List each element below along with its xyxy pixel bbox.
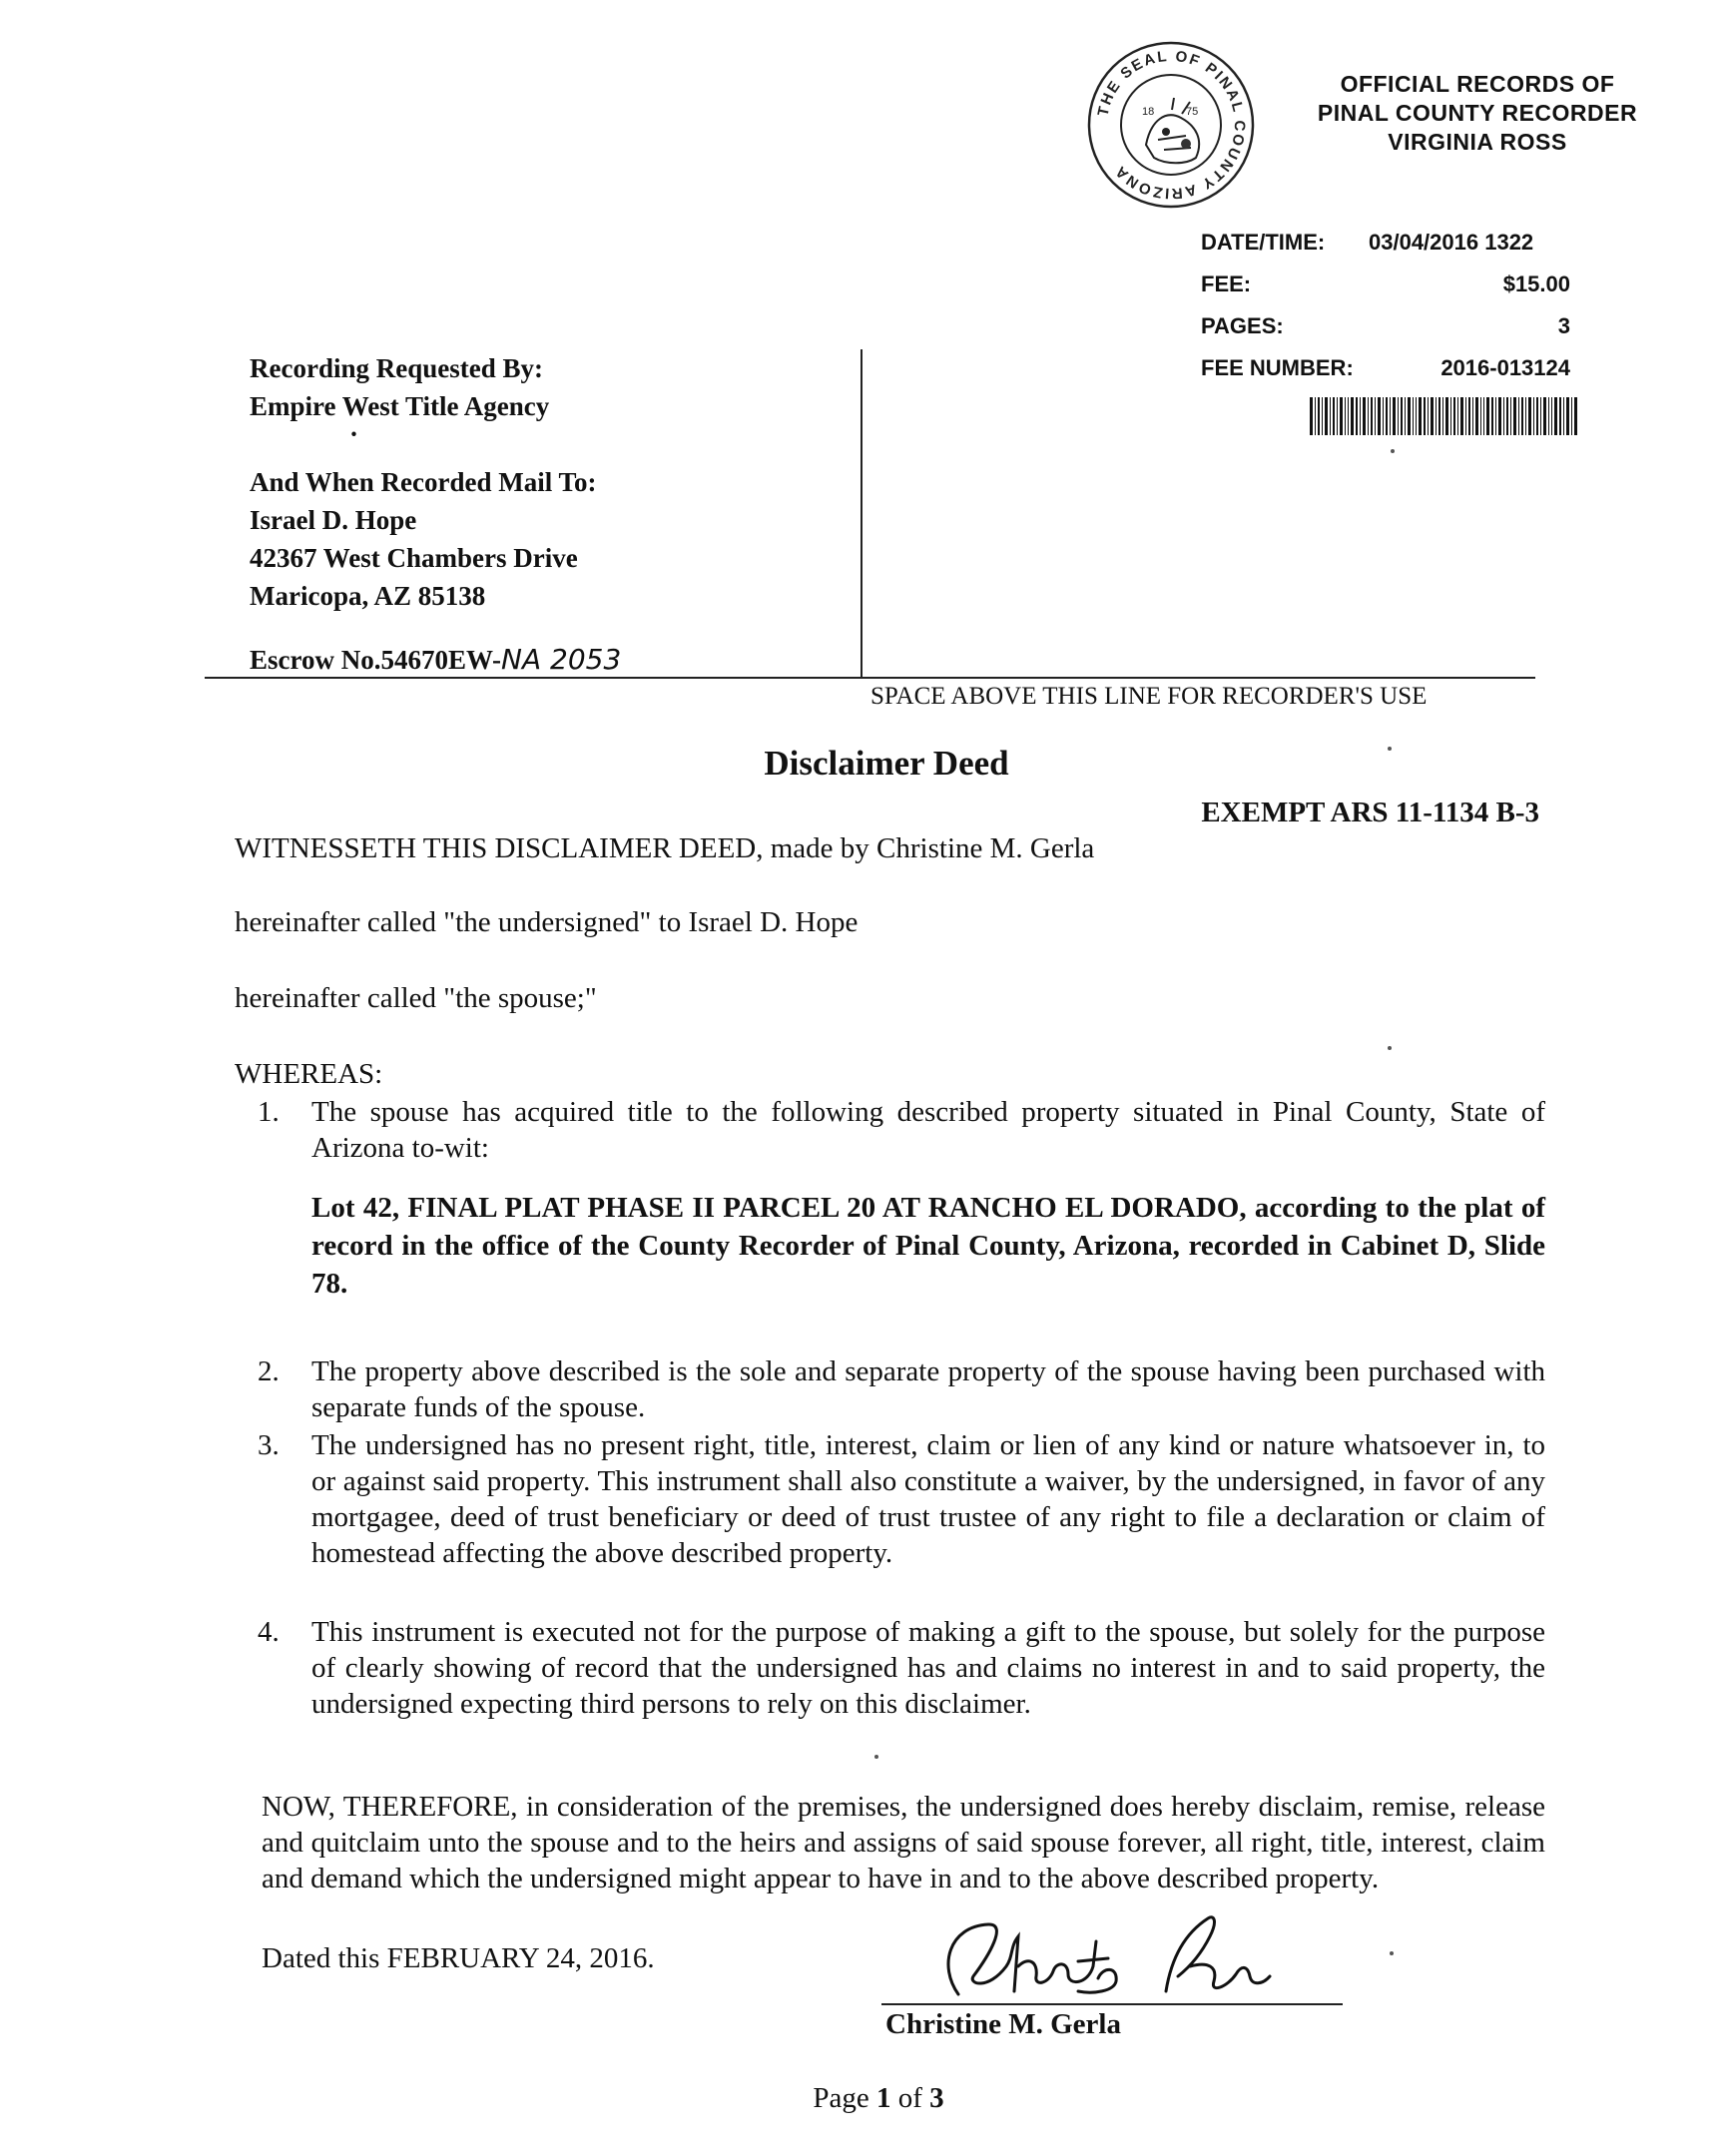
signature-line: [881, 2003, 1343, 2005]
recorder-use-note: SPACE ABOVE THIS LINE FOR RECORDER'S USE: [870, 683, 1428, 710]
page-prefix: Page: [813, 2082, 876, 2114]
recorder-line-2: PINAL COUNTY RECORDER: [1317, 100, 1638, 126]
datetime-value: 03/04/2016 1322: [1369, 230, 1534, 255]
page-total: 3: [929, 2082, 944, 2114]
page-number: [0, 2082, 1725, 2115]
escrow-handwritten: NA 2053: [501, 643, 622, 676]
requested-by-heading: Recording Requested By:: [250, 353, 543, 383]
handwritten-signature-icon: [918, 1906, 1318, 2006]
now-therefore-clause: NOW, THEREFORE, in consideration of the premises, the undersigned does hereby disclaim, remise, release and quitclaim unto the spouse and to the heirs and assigns of said spouse forever, all right, title, interest, claim and demand which the undersigned might appear to have in and to the above described property.: [262, 1791, 1545, 1894]
list-item-number: 2.: [258, 1355, 280, 1387]
recorder-line-3: VIRGINIA ROSS: [1388, 129, 1567, 155]
fee-label: FEE:: [1201, 271, 1252, 296]
svg-text:18: 18: [1142, 106, 1155, 118]
fee-row: [1201, 264, 1570, 305]
scan-speck: [1388, 747, 1392, 751]
list-item-text: The property above described is the sole and separate property of the spouse having been purchased with separate funds of the spouse.: [311, 1355, 1545, 1423]
scan-speck: [874, 1755, 878, 1759]
legal-description: Lot 42, FINAL PLAT PHASE II PARCEL 20 AT RANCHO EL DORADO, according to the plat of record in the office of the County Recorder of Pinal County, Arizona, recorded in Cabinet D, Slide 78.: [311, 1192, 1545, 1300]
vertical-divider: [861, 349, 862, 679]
signer-name: Christine M. Gerla: [885, 2008, 1121, 2040]
exempt-note: EXEMPT ARS 11-1134 B-3: [1201, 797, 1539, 828]
mail-to-city: Maricopa, AZ 85138: [250, 581, 486, 611]
dated-line: Dated this FEBRUARY 24, 2016.: [262, 1942, 655, 1974]
escrow-label: Escrow No.54670EW-: [250, 645, 501, 675]
svg-text:THE SEAL OF PINAL COUNTY ARIZO: THE SEAL OF PINAL COUNTY ARIZONA: [1094, 47, 1249, 203]
pages-row: [1201, 305, 1570, 347]
fee-number-row: [1201, 347, 1570, 389]
page-middle: of: [890, 2082, 930, 2114]
svg-text:75: 75: [1186, 106, 1199, 118]
stray-dot: ·: [349, 419, 359, 449]
spouse-clause: hereinafter called "the spouse;": [235, 982, 597, 1014]
whereas-heading: WHEREAS:: [235, 1058, 383, 1090]
list-item-number: 4.: [258, 1616, 280, 1648]
mail-to-street: 42367 West Chambers Drive: [250, 543, 578, 573]
mail-to-name: Israel D. Hope: [250, 505, 417, 535]
recorder-use-line: [205, 677, 1535, 679]
scan-speck: [1390, 1951, 1394, 1955]
datetime-label: DATE/TIME:: [1201, 230, 1326, 255]
county-seal-icon: [1086, 40, 1256, 210]
escrow-number: [250, 641, 621, 679]
pages-value: 3: [1557, 313, 1570, 338]
scan-speck: [1391, 449, 1395, 453]
list-item-text: This instrument is executed not for the purpose of making a gift to the spouse, but solely for the purpose of clearly showing of record that the undersigned has and claims no interest in and to said property, the undersigned expecting third persons to rely on this disclaimer.: [311, 1616, 1545, 1720]
fee-value: $15.00: [1502, 271, 1570, 296]
undersigned-clause: hereinafter called "the undersigned" to Israel D. Hope: [235, 906, 859, 938]
witness-clause: WITNESSETH THIS DISCLAIMER DEED, made by Christine M. Gerla: [235, 832, 1095, 864]
pages-label: PAGES:: [1201, 313, 1284, 338]
recorder-line-1: OFFICIAL RECORDS OF: [1340, 71, 1615, 97]
recording-requested-block: [250, 349, 597, 615]
datetime-row: [1201, 222, 1570, 264]
mail-to-heading: And When Recorded Mail To:: [250, 467, 597, 497]
list-item-text: The undersigned has no present right, title, interest, claim or lien of any kind or nature whatsoever in, to or against said property. This instrument shall also constitute a waiver, by the undersigned, in favor of any mortgagee, deed of trust beneficiary or deed of trust trustee of any right to file a declaration or claim of homestead affecting the above described property.: [311, 1429, 1545, 1569]
document-title: Disclaimer Deed: [764, 744, 1009, 783]
fee-number-label: FEE NUMBER:: [1201, 355, 1354, 380]
recorder-heading: [1268, 70, 1687, 157]
page-current: 1: [875, 2082, 891, 2114]
scan-speck: [1388, 1046, 1392, 1050]
list-item-text: The spouse has acquired title to the following described property situated in Pinal County, State of Arizona to-wit:: [311, 1096, 1545, 1164]
fee-number-value: 2016-013124: [1440, 355, 1570, 380]
recording-info: [1201, 222, 1570, 389]
barcode-icon: [1310, 397, 1577, 435]
requested-by-name: Empire West Title Agency: [250, 391, 550, 421]
list-item-number: 1.: [258, 1096, 280, 1128]
list-item-number: 3.: [258, 1429, 280, 1461]
